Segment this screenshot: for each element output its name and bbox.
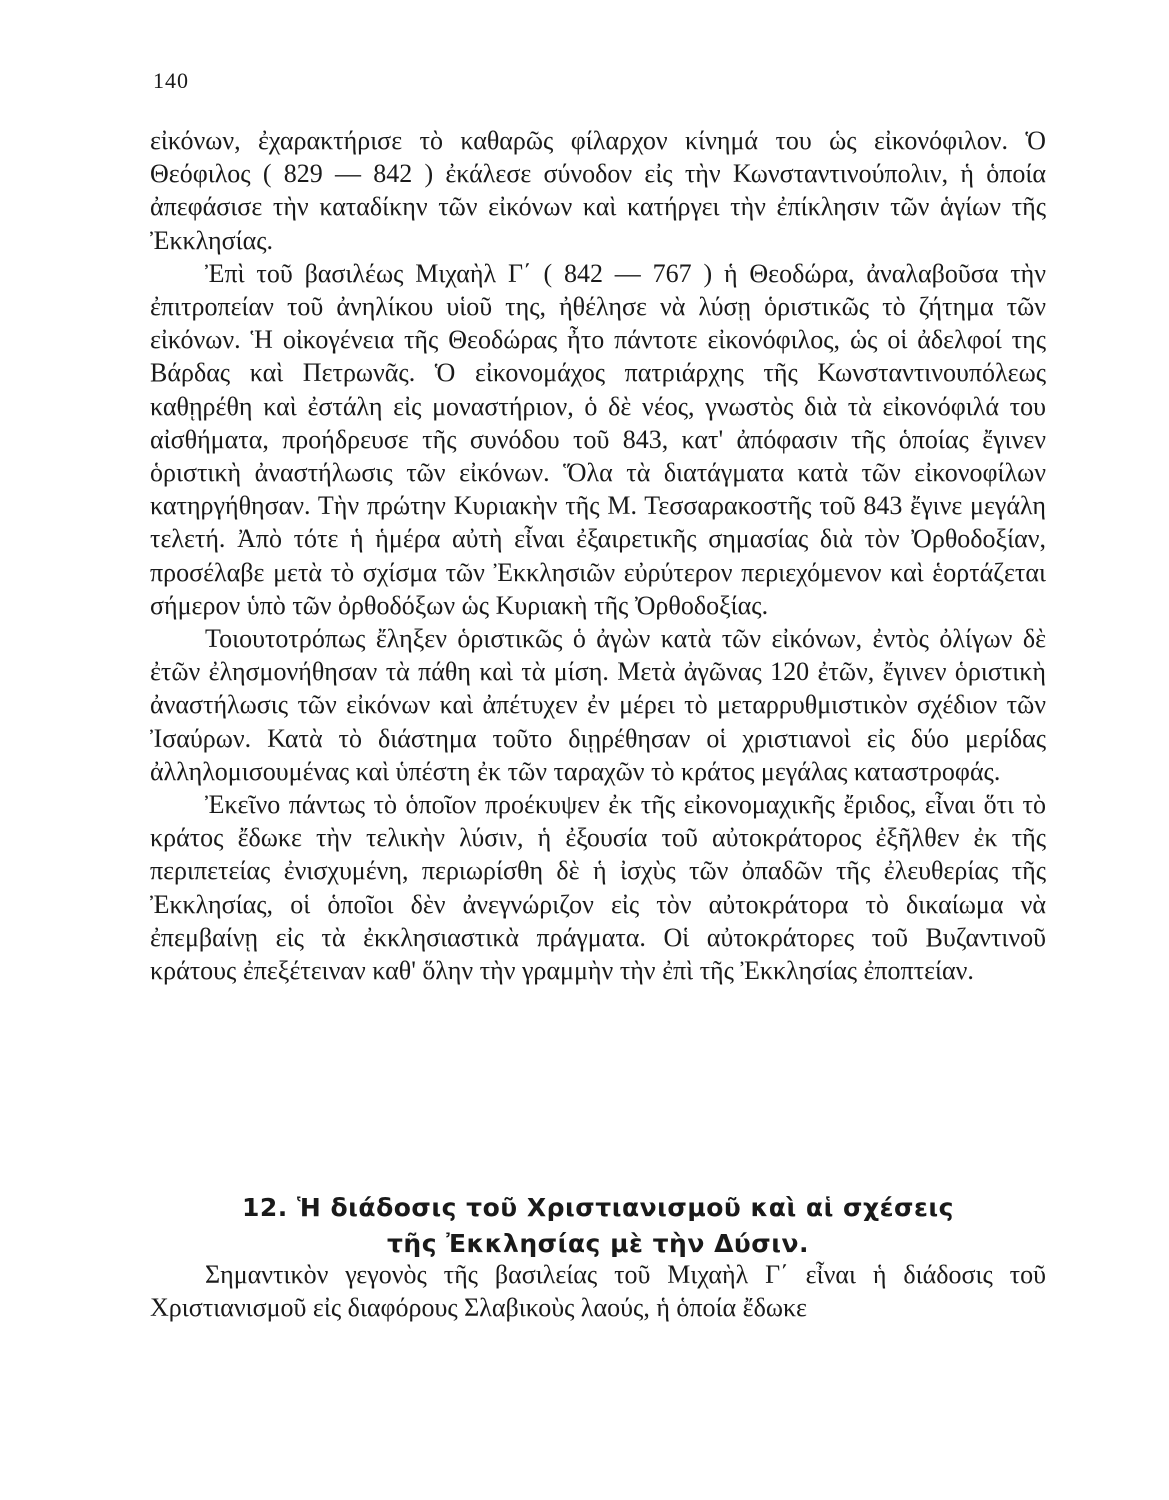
paragraph-3: Τοιουτοτρόπως ἔληξεν ὁριστικῶς ὁ ἀγὼν κατὰ τῶν εἰκόνων, ἐντὸς ὀλίγων δὲ ἐτῶν ἐλησμονήθησαν τὰ πάθη καὶ τὰ μίση. Μετὰ ἀγῶνας 120 ἐτῶν, ἔγινεν ὁριστικὴ ἀναστήλωσις τῶν εἰκόνων καὶ ἀπέτυχεν ἐν μέρει τὸ μεταρρυθμιστικὸν σχέδιον τῶν Ἰσαύρων. Κατὰ τὸ διάστημα τοῦτο διῃρέθησαν οἱ χριστιανοὶ εἰς δύο μερίδας ἀλληλομισουμένας καὶ ὑπέστη ἐκ τῶν ταραχῶν τὸ κράτος μεγάλας καταστροφάς. <box>150 624 1046 786</box>
section-heading-line-2: τῆς Ἐκκλησίας μὲ τὴν Δύσιν. <box>386 1229 810 1258</box>
page-number: 140 <box>153 68 189 93</box>
section-heading-line-1: 12. Ἡ διάδοσις τοῦ Χριστιανισμοῦ καὶ αἱ σχέσεις <box>242 1193 954 1222</box>
paragraph-2: Ἐπὶ τοῦ βασιλέως Μιχαὴλ Γ΄ ( 842 — 767 ) ἡ Θεοδώρα, ἀναλαβοῦσα τὴν ἐπιτροπείαν τοῦ ἀνηλίκου υἱοῦ της, ἠθέλησε νὰ λύσῃ ὁριστικῶς τὸ ζήτημα τῶν εἰκόνων. Ἡ οἰκογένεια τῆς Θεοδώρας ἦτο πάντοτε εἰκονόφιλος, ὡς οἱ ἀδελφοί της Βάρδας καὶ Πετρωνᾶς. Ὁ εἰκονομάχος πατριάρχης τῆς Κωνσταντινουπόλεως καθῃρέθη καὶ ἐστάλη εἰς μοναστήριον, ὁ δὲ νέος, γνωστὸς διὰ τὰ εἰκονόφιλά του αἰσθήματα, προήδρευσε τῆς συνόδου τοῦ 843, κατ' ἀπόφασιν τῆς ὁποίας ἔγινεν ὁριστικὴ ἀναστήλωσις τῶν εἰκόνων. Ὅλα τὰ διατάγματα κατὰ τῶν εἰκονοφίλων κατηργήθησαν. Τὴν πρώτην Κυριακὴν τῆς Μ. Τεσσαρακοστῆς τοῦ 843 ἔγινε μεγάλη τελετή. Ἀπὸ τότε ἡ ἡμέρα αὐτὴ εἶναι ἐξαιρετικῆς σημασίας διὰ τὸν Ὀρθοδοξίαν, προσέλαβε μετὰ τὸ σχίσμα τῶν Ἐκκλησιῶν εὐρύτερον περιεχόμενον καὶ ἑορτάζεται σήμερον ὑπὸ τῶν ὀρθοδόξων ὡς Κυριακὴ τῆς Ὀρθοδοξίας. <box>150 258 1046 620</box>
section-body-text <box>150 1258 1046 1324</box>
paragraph-4: Ἐκεῖνο πάντως τὸ ὁποῖον προέκυψεν ἐκ τῆς εἰκονομαχικῆς ἔριδος, εἶναι ὅτι τὸ κράτος ἔδωκε τὴν τελικὴν λύσιν, ἡ ἐξουσία τοῦ αὐτοκράτορος ἐξῆλθεν ἐκ τῆς περιπετείας ἐνισχυμένη, περιωρίσθη δὲ ἡ ἰσχὺς τῶν ὀπαδῶν τῆς ἐλευθερίας τῆς Ἐκκλησίας, οἱ ὁποῖοι δὲν ἀνεγνώριζον εἰς τὸν αὐτοκράτορα τὸ δικαίωμα νὰ ἐπεμβαίνῃ εἰς τὰ ἐκκλησιαστικὰ πράγματα. Οἱ αὐτοκράτορες τοῦ Βυζαντινοῦ κράτους ἐπεξέτειναν καθ' ὅλην τὴν γραμμὴν τὴν ἐπὶ τῆς Ἐκκλησίας ἐποπτείαν. <box>150 790 1046 986</box>
body-text <box>150 124 1046 987</box>
section-paragraph-1: Σημαντικὸν γεγονὸς τῆς βασιλείας τοῦ Μιχαὴλ Γ΄ εἶναι ἡ διάδοσις τοῦ Χριστιανισμοῦ εἰς διαφόρους Σλαβικοὺς λαούς, ἡ ὁποία ἔδωκε <box>150 1260 1046 1323</box>
section-heading <box>150 1190 1046 1262</box>
paragraph-1: εἰκόνων, ἐχαρακτήρισε τὸ καθαρῶς φίλαρχον κίνημά του ὡς εἰκονόφιλον. Ὁ Θεόφιλος ( 829 — 842 ) ἐκάλεσε σύνοδον εἰς τὴν Κωνσταντινούπολιν, ἡ ὁποία ἀπεφάσισε τὴν καταδίκην τῶν εἰκόνων καὶ κατήργει τὴν ἐπίκλησιν τῶν ἁγίων τῆς Ἐκκλησίας. <box>150 126 1046 255</box>
